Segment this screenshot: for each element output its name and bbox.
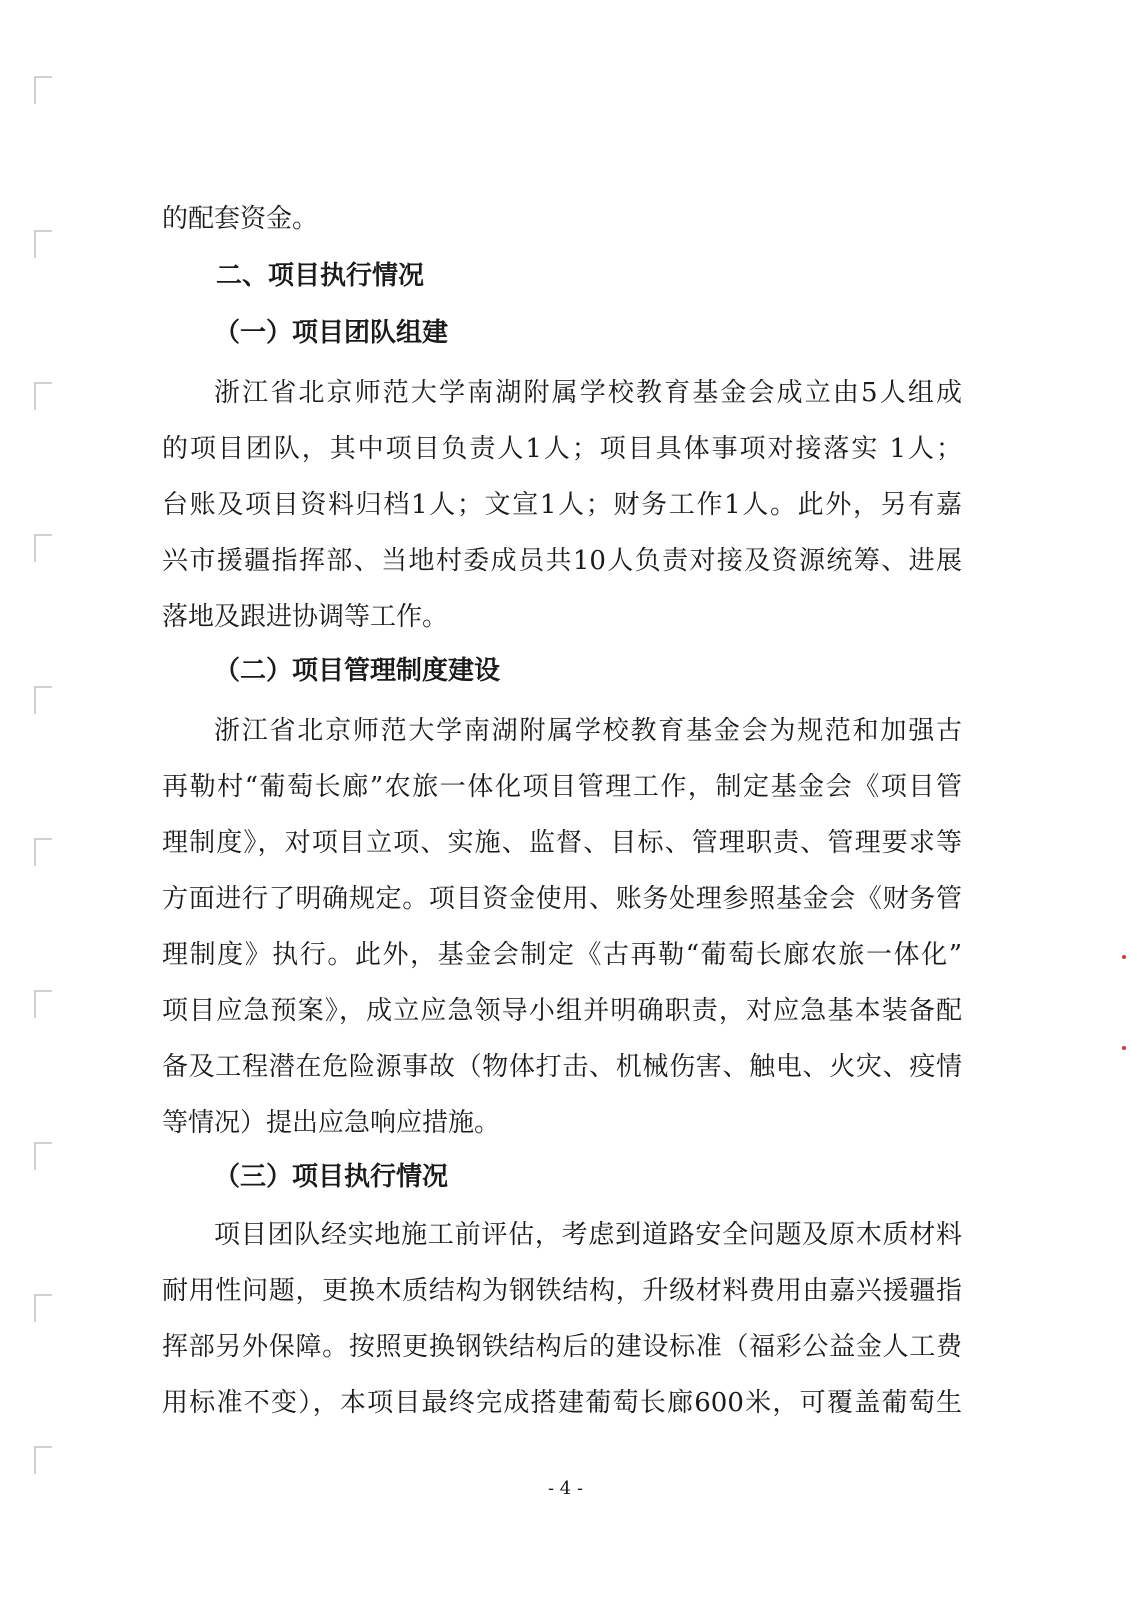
binding-mark [34, 1294, 52, 1322]
text-line: 备及工程潜在危险源事故（物体打击、机械伤害、触电、火灾、疫情 [162, 1052, 962, 1082]
text-line: 的配套资金。 [162, 204, 319, 234]
binding-mark [34, 230, 52, 258]
subsection-heading: （三）项目执行情况 [214, 1162, 449, 1192]
text-line: 等情况）提出应急响应措施。 [162, 1108, 501, 1138]
text-line: 落地及跟进协调等工作。 [162, 602, 449, 632]
text-line: 兴市援疆指挥部、当地村委成员共10人负责对接及资源统筹、进展 [162, 546, 962, 576]
text-line: 项目应急预案》，成立应急领导小组并明确职责，对应急基本装备配 [162, 996, 962, 1026]
text-line: 方面进行了明确规定。项目资金使用、账务处理参照基金会《财务管 [162, 884, 962, 914]
text-line: 台账及项目资料归档1人；文宣1人；财务工作1人。此外，另有嘉 [162, 490, 962, 520]
text-line: 挥部另外保障。按照更换钢铁结构后的建设标准（福彩公益金人工费 [162, 1332, 962, 1362]
text-line: 理制度》执行。此外，基金会制定《古再勒“葡萄长廊农旅一体化” [162, 940, 962, 970]
text-line: 的项目团队，其中项目负责人1人；项目具体事项对接落实 1人； [162, 434, 962, 464]
binding-mark [34, 382, 52, 410]
margin-dot [1122, 1046, 1126, 1050]
section-heading: 二、项目执行情况 [216, 261, 425, 291]
binding-mark [34, 838, 52, 866]
binding-mark [34, 534, 52, 562]
text-line: 耐用性问题，更换木质结构为钢铁结构，升级材料费用由嘉兴援疆指 [162, 1276, 962, 1306]
text-line: 项目团队经实地施工前评估，考虑到道路安全问题及原木质材料 [214, 1220, 962, 1250]
binding-mark [34, 1446, 52, 1474]
text-line: 浙江省北京师范大学南湖附属学校教育基金会成立由5人组成 [214, 378, 962, 408]
binding-mark [34, 686, 52, 714]
margin-dot [1122, 955, 1126, 959]
text-line: 理制度》，对项目立项、实施、监督、目标、管理职责、管理要求等 [162, 828, 962, 858]
text-line: 浙江省北京师范大学南湖附属学校教育基金会为规范和加强古 [214, 716, 962, 746]
binding-mark [34, 1142, 52, 1170]
subsection-heading: （一）项目团队组建 [214, 318, 449, 348]
binding-mark [34, 76, 52, 104]
page-number: - 4 - [547, 1478, 584, 1499]
binding-mark [34, 990, 52, 1018]
text-line: 用标准不变），本项目最终完成搭建葡萄长廊600米，可覆盖葡萄生 [162, 1388, 962, 1418]
subsection-heading: （二）项目管理制度建设 [214, 656, 501, 686]
text-line: 再勒村“葡萄长廊”农旅一体化项目管理工作，制定基金会《项目管 [162, 772, 962, 802]
